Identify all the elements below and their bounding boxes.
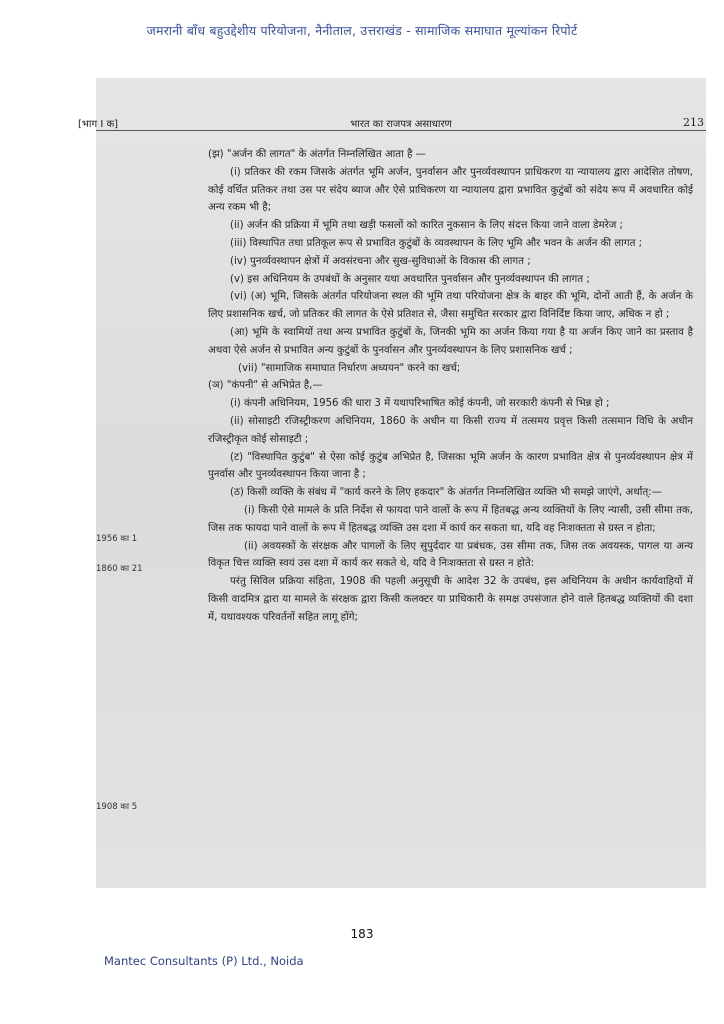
- page-number: 183: [350, 927, 374, 941]
- paragraph: (v) इस अधिनियम के उपबंधों के अनुसार यथा अवधारित पुनर्वासन और पुनर्व्यवस्थापन की लागत ;: [230, 273, 590, 285]
- paragraph: (iv) पुनर्व्यवस्थापन क्षेत्रों में अवसंरचना और सुख-सुविधाओं के विकास की लागत ;: [230, 255, 531, 267]
- margin-note: 1860 का 21: [96, 564, 143, 574]
- paragraph: (iii) विस्थापित तथा प्रतिकूल रूप से प्रभावित कुटुंबों के व्यवस्थापन के लिए भूमि और भवन के अर्जन की लागत ;: [230, 237, 643, 249]
- paragraph: (ii) अर्जन की प्रक्रिया में भूमि तथा खड़ी फसलों को कारित नुकसान के लिए संदत्त किया जाने वाला डेमरेज ;: [230, 220, 623, 232]
- paragraph: (vi) (अ) भूमि, जिसके अंतर्गत परियोजना स्थल की भूमि तथा परियोजना क्षेत्र के बाहर की भूमि, दोनों आती हैं, के अर्जन के लिए प्रशासनिक खर्च, जो प्रतिकर की लागत के ऐसे प्रतिशत से, जैसा समुचित सरकार द्वारा विनिर्दिष्ट किया जाए, अधिक न हो ;: [208, 291, 693, 321]
- paragraph: (आ) भूमि के स्वामियों तथा अन्य प्रभावित कुटुंबों के, जिनकी भूमि का अर्जन किया गया है या अर्जन किए जाने का प्रस्ताव है अथवा ऐसे अर्जन से प्रभावित अन्य कुटुंबों के पुनर्वासन और पुनर्व्यवस्थापन के लिए प्रशासनिक खर्च ;: [208, 326, 693, 356]
- gazette-body-text: [208, 146, 693, 627]
- gazette-header-rule: [96, 130, 706, 131]
- gazette-header: [78, 116, 706, 134]
- paragraph: (ञ) "कंपनी" से अभिप्रेत है,—: [208, 380, 323, 392]
- paragraph: (ठ) किसी व्यक्ति के संबंध में "कार्य करने के लिए हकदार" के अंतर्गत निम्नलिखित व्यक्ति भी समझे जाएंगे, अर्थात्:—: [230, 487, 662, 499]
- margin-note: 1908 का 5: [96, 802, 138, 812]
- paragraph: (ट) "विस्थापित कुटुंब" से ऐसा कोई कुटुंब अभिप्रेत है, जिसका भूमि अर्जन के कारण प्रभावित क्षेत्र से पुनर्व्यवस्थापन क्षेत्र में पुनर्वास और पुनर्व्यवस्थापन किया जाना है ;: [208, 451, 693, 481]
- paragraph: (ii) सोसाइटी रजिस्ट्रीकरण अधिनियम, 1860 के अधीन या किसी राज्य में तत्समय प्रवृत्त किसी तत्समान विधि के अधीन रजिस्ट्रीकृत कोई सोसाइटी ;: [208, 415, 693, 445]
- paragraph: (i) किसी ऐसे मामले के प्रति निर्देश से फायदा पाने वालों के रूप में हितबद्ध अन्य व्यक्तियों के लिए न्यासी, उसी सीमा तक, जिस तक फायदा पाने वालों के रूप में हितबद्ध व्यक्ति उस दशा में कार्य कर सकता था, यदि वह निःशक्तता से ग्रस्त न होता;: [208, 504, 693, 534]
- paragraph: (i) प्रतिकर की रकम जिसके अंतर्गत भूमि अर्जन, पुनर्वासन और पुनर्व्यवस्थापन प्राधिकरण या न्यायालय द्वारा आदेशित तोषण, कोई वर्धित प्रतिकर तथा उस पर संदेय ब्याज और ऐसे प्राधिकरण या न्यायालय द्वारा प्रभावित कुटुंबों को संदेय रूप में अवधारित कोई अन्य रकम भी है;: [208, 166, 693, 214]
- paragraph: परंतु सिविल प्रक्रिया संहिता, 1908 की पहली अनुसूची के आदेश 32 के उपबंध, इस अधिनियम के अधीन कार्यवाहियों में किसी वादमित्र द्वारा या मामले के संरक्षक द्वारा किसी कलक्टर या प्राधिकारी के समक्ष उपसंजात होने वाले हितबद्ध व्यक्तियों की दशा में, यथावश्यक परिवर्तनों सहित लागू होंगे;: [208, 576, 693, 623]
- paragraph: (vii) "सामाजिक समाघात निर्धारण अध्ययन" करने का खर्च;: [238, 362, 461, 374]
- footer-firm-name: Mantec Consultants (P) Ltd., Noida: [104, 954, 304, 968]
- gazette-page-number: 213: [683, 116, 704, 129]
- gazette-title: भारत का राजपत्र असाधारण: [350, 119, 452, 130]
- scanned-gazette-page: [78, 78, 706, 888]
- margin-note: 1956 का 1: [96, 534, 138, 544]
- paragraph: (झ) "अर्जन की लागत" के अंतर्गत निम्नलिखित आता है —: [208, 149, 426, 160]
- paragraph: (i) कंपनी अधिनियम, 1956 की धारा 3 में यथापरिभाषित कोई कंपनी, जो सरकारी कंपनी से भिन्न हो ;: [230, 398, 610, 410]
- report-header: जमरानी बाँध बहुउद्देशीय परियोजना, नैनीताल, उत्तराखंड - सामाजिक समाघात मूल्यांकन रिपोर्ट: [146, 23, 578, 38]
- gazette-part-label: [भाग I क]: [78, 119, 119, 130]
- paragraph: (ii) अवयस्कों के संरक्षक और पागलों के लिए सुपुर्ददार या प्रबंधक, उस सीमा तक, जिस तक अवयस्क, पागल या अन्य विकृत चित्त व्यक्ति स्वयं उस दशा में कार्य कर सकते थे, यदि वे निःशक्तता से ग्रस्त न होते:: [208, 540, 693, 570]
